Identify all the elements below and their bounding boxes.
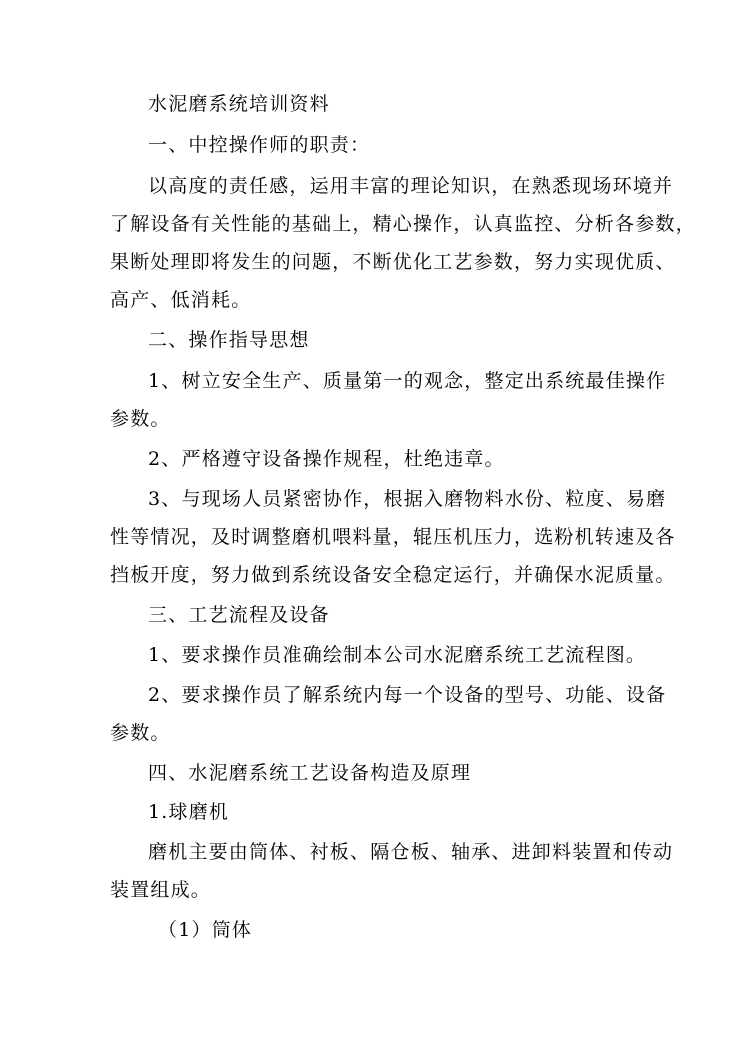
section-1-paragraph-line: 果断处理即将发生的问题，不断优化工艺参数，努力实现优质、	[110, 251, 676, 273]
section-2-item-2: 2、严格遵守设备操作规程，杜绝违章。	[148, 448, 505, 470]
section-4-sub-subheading: （1）筒体	[158, 919, 253, 941]
section-4-paragraph-line: 磨机主要由筒体、衬板、隔仓板、轴承、进卸料装置和传动	[148, 841, 674, 863]
section-3-item-2-line: 参数。	[110, 722, 171, 744]
document-title: 水泥磨系统培训资料	[148, 93, 330, 115]
section-1-paragraph-line: 高产、低消耗。	[110, 289, 252, 311]
section-4-subheading: 1.球磨机	[148, 801, 230, 823]
section-3-item-2-line: 2、要求操作员了解系统内每一个设备的型号、功能、设备	[148, 684, 667, 706]
section-2-item-3-line: 3、与现场人员紧密协作，根据入磨物料水份、粒度、易磨	[148, 488, 667, 510]
section-2-item-1-line: 1、树立安全生产、质量第一的观念，整定出系统最佳操作	[148, 370, 667, 392]
section-2-item-1-line: 参数。	[110, 408, 171, 430]
section-1-paragraph-line: 了解设备有关性能的基础上，精心操作，认真监控、分析各参数，	[110, 213, 696, 235]
section-4-paragraph-line: 装置组成。	[110, 879, 212, 901]
section-2-item-3-line: 挡板开度，努力做到系统设备安全稳定运行，并确保水泥质量。	[110, 564, 676, 586]
section-1-heading: 一、中控操作师的职责：	[148, 134, 371, 156]
section-2-item-3-line: 性等情况，及时调整磨机喂料量，辊压机压力，选粉机转速及各	[110, 526, 676, 548]
section-2-heading: 二、操作指导思想	[148, 329, 310, 351]
section-4-heading: 四、水泥磨系统工艺设备构造及原理	[148, 762, 472, 784]
section-3-item-1: 1、要求操作员准确绘制本公司水泥磨系统工艺流程图。	[148, 644, 647, 666]
section-3-heading: 三、工艺流程及设备	[148, 604, 330, 626]
section-1-paragraph-line: 以高度的责任感，运用丰富的理论知识，在熟悉现场环境并	[148, 175, 674, 197]
